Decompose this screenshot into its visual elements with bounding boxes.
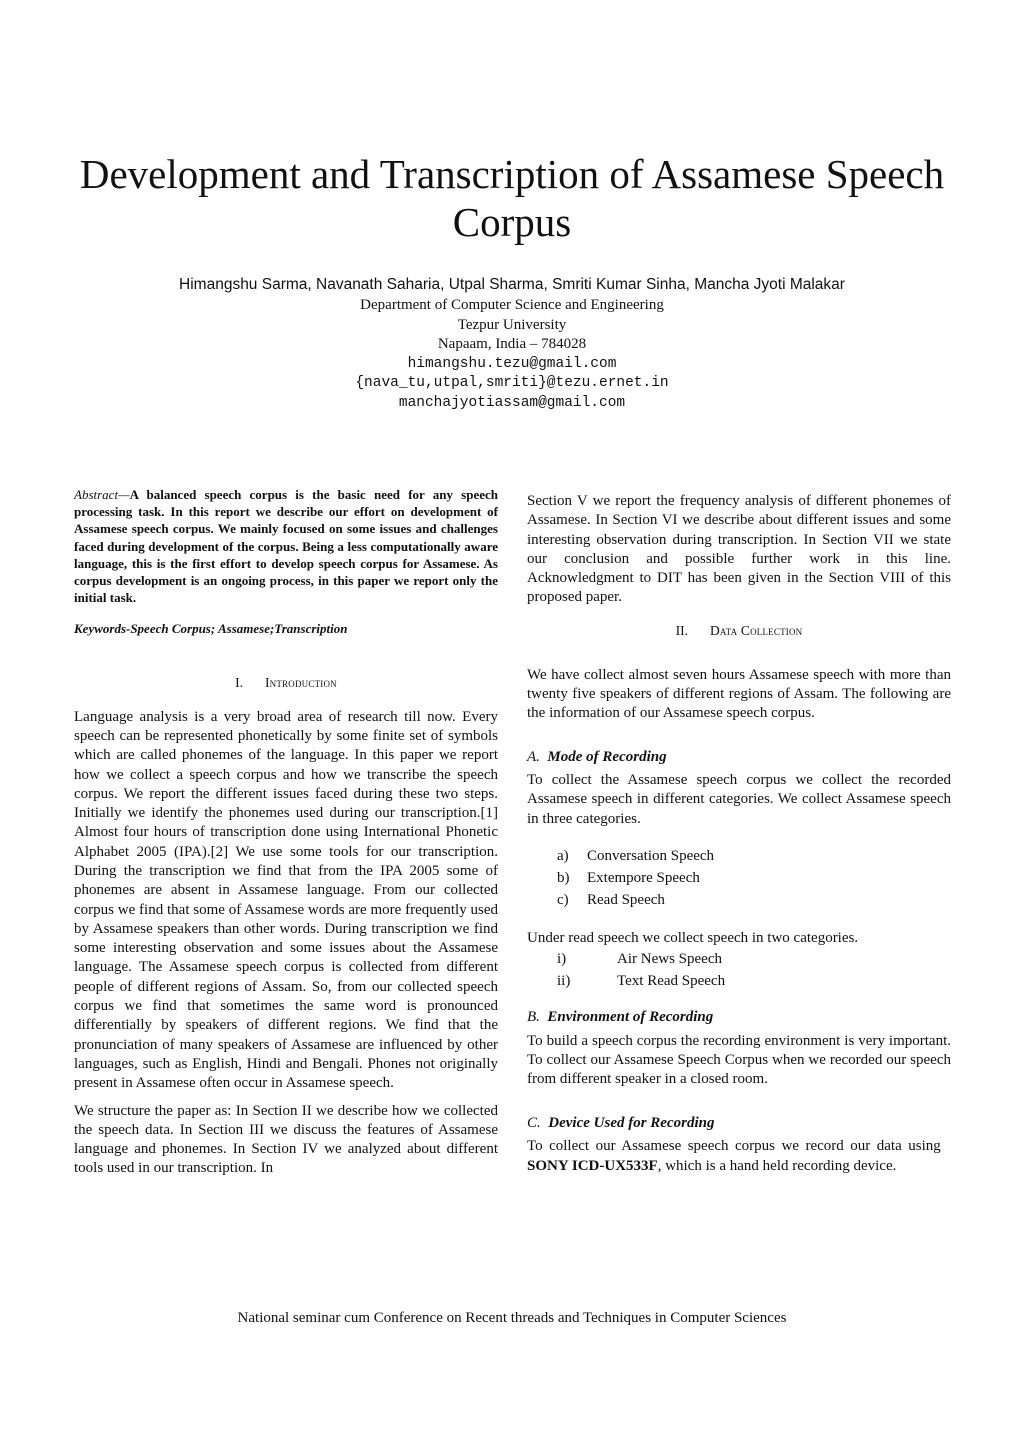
list-marker: i): [557, 951, 567, 968]
subsection-heading-environment: [527, 1008, 951, 1028]
university: Tezpur University: [457, 316, 567, 333]
recording-categories-list: [527, 845, 951, 911]
list-item-text: Read Speech: [587, 892, 665, 909]
section-name: Data Collection: [709, 622, 803, 638]
list-marker: c): [557, 892, 569, 909]
list-marker: a): [557, 848, 569, 865]
device-name: SONY ICD-UX533F: [527, 1157, 658, 1174]
section-name: Introduction: [264, 674, 337, 690]
environment-paragraph: To build a speech corpus the recording environment is very important. To collect our Assamese Speech Corpus when we recorded our speech from different speaker in a closed room.: [527, 1032, 951, 1088]
abstract-text: A balanced speech corpus is the basic need for any speech processing task. In this report we describe our effort on development of Assamese speech corpus. We mainly focused on some issues and challenges faced during development of the corpus. Being a less computationally aware language, this is the first effort to develop speech corpus for Assamese. As corpus development is an ongoing process, in this paper we report only the initial task.: [74, 487, 498, 606]
section-number: I.: [235, 674, 243, 690]
list-item-text: Air News Speech: [617, 951, 722, 968]
list-item: [527, 867, 951, 889]
list-marker: ii): [557, 973, 571, 990]
subsection-letter: A.: [527, 748, 540, 765]
affiliation-block: [0, 296, 1024, 413]
read-speech-paragraph: Under read speech we collect speech in two categories.: [527, 930, 859, 947]
department: Department of Computer Science and Engineering: [360, 297, 664, 313]
device-text-b: , which is a hand held recording device.: [657, 1157, 897, 1174]
author-list: Himangshu Sarma, Navanath Saharia, Utpal Sharma, Smriti Kumar Sinha, Mancha Jyoti Malakar: [179, 276, 845, 293]
email-1: himangshu.tezu@gmail.com: [407, 355, 617, 372]
subsection-letter: B.: [527, 1009, 540, 1026]
list-item-text: Extempore Speech: [587, 870, 700, 887]
section-heading-introduction: [74, 674, 498, 692]
subsection-title: Device Used for Recording: [548, 1114, 715, 1131]
list-item: [527, 970, 951, 992]
abstract-lead: Abstract—: [74, 487, 130, 502]
paper-title: Development and Transcription of Assamese Speech Corpus: [79, 151, 945, 245]
email-2: {nava_tu,utpal,smriti}@tezu.ernet.in: [355, 375, 669, 391]
data-collection-paragraph: We have collect almost seven hours Assamese speech with more than twenty five speakers of different regions of Assam. The following are the information of our Assamese speech corpus.: [527, 666, 951, 722]
subsection-heading-mode: [527, 748, 951, 768]
list-item: [527, 948, 951, 970]
mode-paragraph: To collect the Assamese speech corpus we collect the recorded Assamese speech in different categories. We collect Assamese speech in three categories.: [527, 772, 951, 827]
device-text-a: To collect our Assamese speech corpus we record our data using: [527, 1138, 941, 1155]
intro-paragraph-1: Language analysis is a very broad area of research till now. Every speech can be represented phonetically by some finite set of symbols which are called phonemes of the language. In this paper we report how we collect a speech corpus and how we transcribe the speech corpus. We report the different issues faced during these two steps. Initially we identify the phonemes used during our transcription.[1] Almost four hours of transcription done using International Phonetic Alphabet 2005 (IPA).[2] We use some tools for our transcription. During the transcription we find that from the IPA 2005 some of phonemes are absent in Assamese language. From our collected corpus we find that some of Assamese words are more frequently used by Assamese speakers than other words. During transcription we find some interesting observation and some issues about the Assamese language. The Assamese speech corpus is collected from different people of different regions of Assam. So, from our collected speech corpus we find that sometimes the same word is pronounced differentially by speakers of different regions. We find that the pronunciation of many speakers of Assamese are influenced by other languages, such as English, Hindi and Bengali. Phones not originally present in Assamese often occur in Assamese speech.: [74, 708, 498, 1092]
device-paragraph: [527, 1137, 951, 1176]
section-number: II.: [675, 622, 688, 638]
page-footer: National seminar cum Conference on Recent threads and Techniques in Computer Sciences: [237, 1310, 787, 1326]
list-item: [527, 845, 951, 867]
location: Napaam, India – 784028: [437, 336, 587, 352]
list-marker: b): [557, 870, 570, 887]
list-item: [527, 889, 951, 911]
email-3: manchajyotiassam@gmail.com: [398, 394, 626, 411]
abstract: [74, 486, 498, 606]
subsection-title: Environment of Recording: [547, 1009, 714, 1026]
read-speech-list: [527, 948, 951, 992]
subsection-letter: C.: [527, 1114, 541, 1131]
intro-paragraph-2-continued: Section V we report the frequency analysis of different phonemes of Assamese. In Section VI we describe about different issues and some interesting observation during transcription. In Section VII we state our conclusion and possible further work in this line. Acknowledgment to DIT has been given in the Section VIII of this proposed paper.: [527, 493, 951, 606]
section-heading-data-collection: [527, 622, 951, 640]
subsection-heading-device: [527, 1114, 951, 1134]
intro-paragraph-2: We structure the paper as: In Section II we describe how we collected the speech data. In Section III we discuss the features of Assamese language and phonemes. In Section IV we analyzed about different tools used in our transcription. In: [74, 1102, 498, 1177]
list-item-text: Text Read Speech: [617, 973, 726, 990]
list-item-text: Conversation Speech: [587, 848, 715, 865]
subsection-title: Mode of Recording: [547, 748, 667, 765]
left-column: [74, 486, 498, 1179]
keywords: Keywords-Speech Corpus; Assamese;Transcription: [74, 621, 348, 637]
right-column: [527, 486, 951, 1176]
